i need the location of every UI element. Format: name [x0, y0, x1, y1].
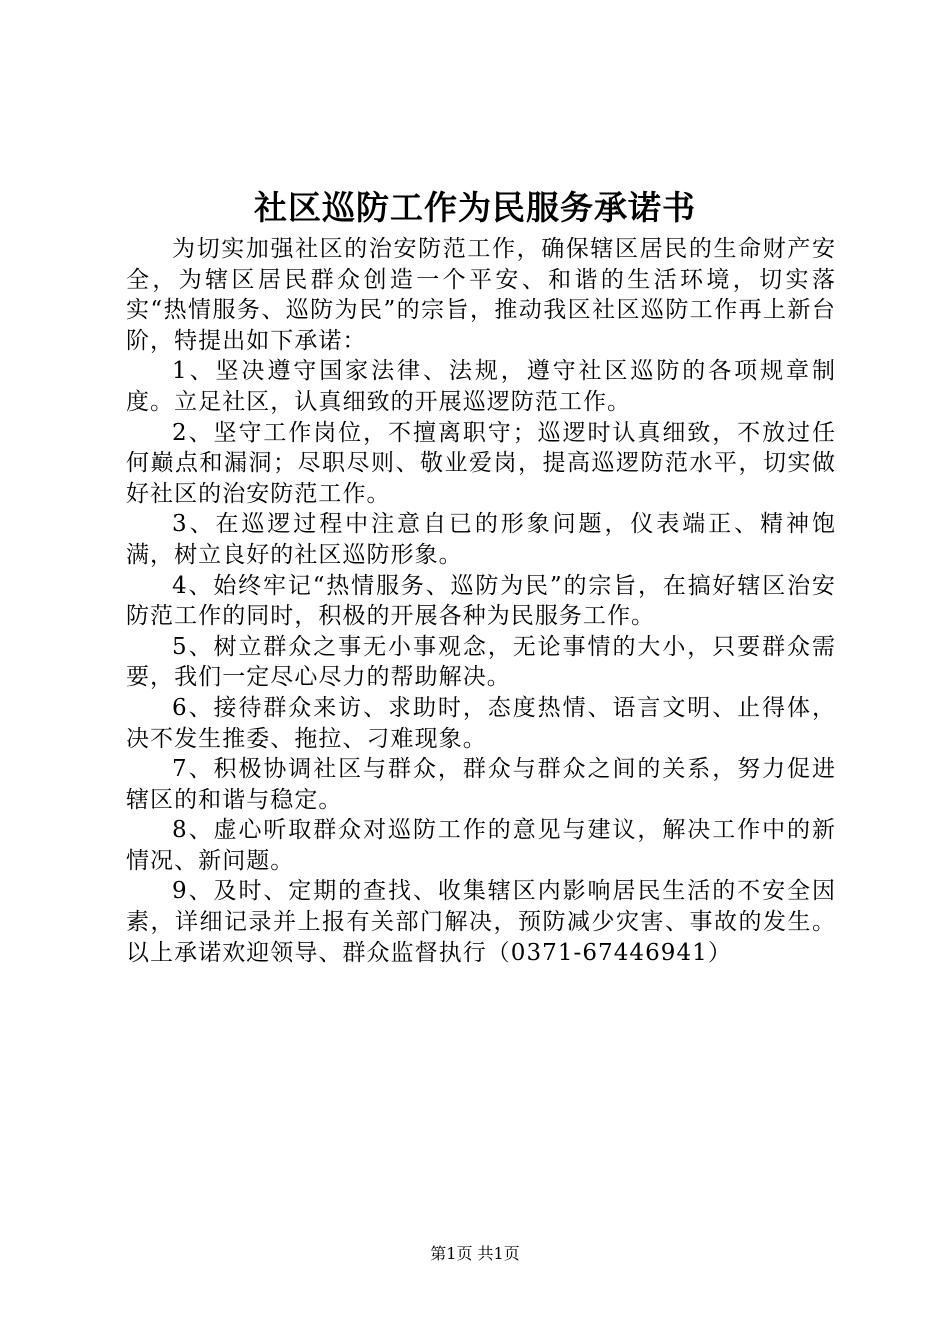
document-body	[126, 234, 836, 968]
commitment-item-3: 3、在巡逻过程中注意自已的形象问题，仪表端正、精神饱满，树立良好的社区巡防形象。	[126, 511, 836, 568]
commitment-item-5: 5、树立群众之事无小事观念，无论事情的大小，只要群众需要，我们一定尽心尽力的帮助解决。	[126, 633, 836, 691]
commitment-item-1: 1、坚决遵守国家法律、法规，遵守社区巡防的各项规章制度。立足社区，认真细致的开展巡逻防范工作。	[126, 358, 836, 415]
page-number-footer: 第1页 共1页	[430, 1244, 520, 1263]
commitment-item-8: 8、虚心听取群众对巡防工作的意见与建议，解决工作中的新情况、新问题。	[126, 817, 836, 874]
commitment-item-6: 6、接待群众来访、求助时，态度热情、语言文明、止得体，决不发生推委、拖拉、刁难现象。	[126, 694, 836, 752]
commitment-item-2: 2、坚守工作岗位，不擅离职守；巡逻时认真细致，不放过任何巅点和漏洞；尽职尽则、敬业爱岗，提高巡逻防范水平，切实做好社区的治安防范工作。	[126, 419, 836, 507]
intro-paragraph: 为切实加强社区的治安防范工作，确保辖区居民的生命财产安全，为辖区居民群众创造一个平安、和谐的生活环境，切实落实“热情服务、巡防为民”的宗旨，推动我区社区巡防工作再上新台阶，特提出如下承诺：	[126, 236, 836, 354]
commitment-item-7: 7、积极协调社区与群众，群众与群众之间的关系，努力促进辖区的和谐与稳定。	[126, 756, 836, 813]
document-title: 社区巡防工作为民服务承诺书	[254, 188, 696, 227]
commitment-item-4: 4、始终牢记“热情服务、巡防为民”的宗旨，在搞好辖区治安防范工作的同时，积极的开展各种为民服务工作。	[126, 572, 836, 630]
commitment-item-9: 9、及时、定期的查找、收集辖区内影响居民生活的不安全因素，详细记录并上报有关部门解决，预防减少灾害、事故的发生。以上承诺欢迎领导、群众监督执行（0371-67446941）	[126, 878, 836, 966]
